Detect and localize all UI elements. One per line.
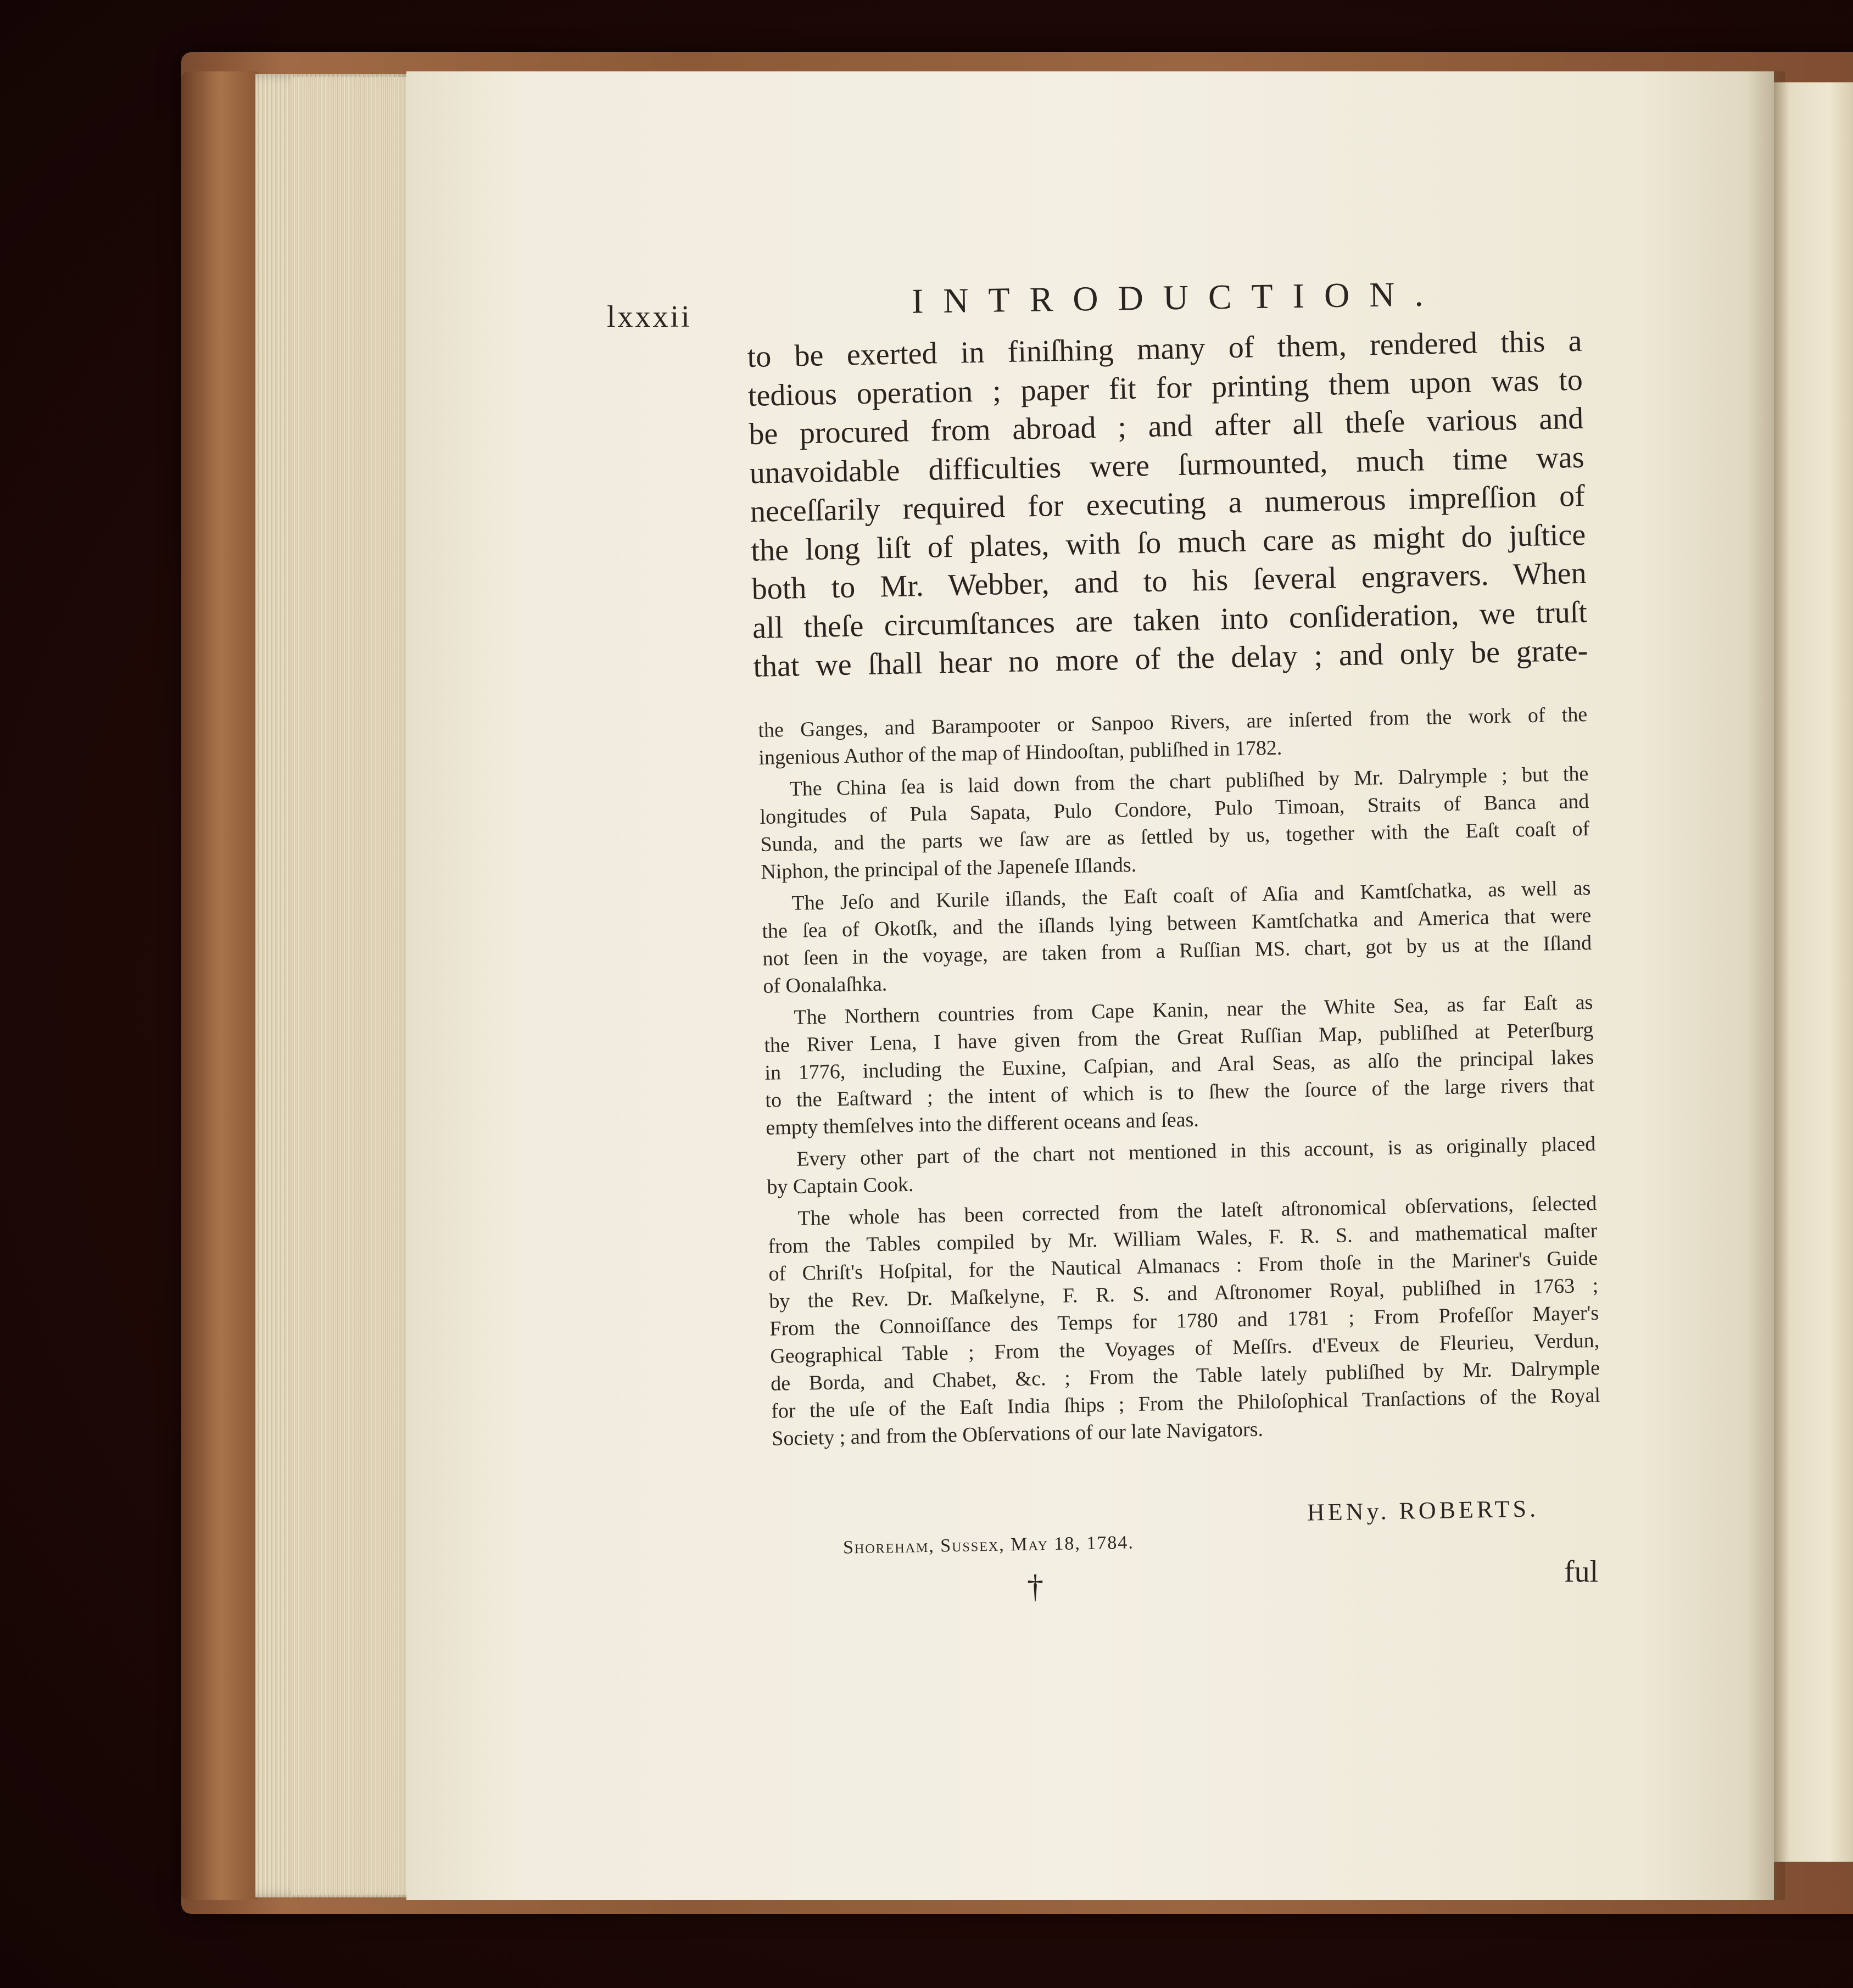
facing-page-edge <box>1774 82 1853 1862</box>
footnote-line: Every other part of the chart not mentioned in this account, is as originally placed <box>796 1132 1596 1171</box>
footnote-line: the ſea of Okotſk, and the iſlands lying between Kamtſchatka and America that were <box>762 903 1592 943</box>
main-text <box>747 322 1588 686</box>
footnote-line: ingenious Author of the map of Hindooſtan, publiſhed in 1782. <box>758 736 1282 769</box>
main-text-line: be procured from abroad ; and after all theſe various and <box>748 401 1584 451</box>
author-signature: HENy. ROBERTS. <box>1307 1495 1539 1526</box>
footnote-line: by Captain Cook. <box>767 1172 914 1199</box>
footnote-line: in 1776, including the Euxine, Caſpian, and Aral Seas, as alſo the principal lakes <box>764 1045 1594 1085</box>
footnote-line: to the Eaſtward ; the intent of which is to ſhew the ſource of the large rivers that <box>765 1073 1595 1112</box>
footnote-paragraph <box>767 1190 1601 1453</box>
footnote-line: not ſeen in the voyage, are taken from a Ruſſian MS. chart, got by us at the Iſland <box>762 931 1592 970</box>
binding-edge <box>181 71 258 1900</box>
page-number: lxxxii <box>607 300 692 334</box>
footnote-line: The Northern countries from Cape Kanin, near the White Sea, as far Eaſt as <box>794 990 1593 1029</box>
footnote-line: Society ; and from the Obſervations of our late Navigators. <box>771 1417 1264 1450</box>
signature-mark: † <box>1027 1568 1043 1605</box>
footnote-paragraph <box>759 760 1590 886</box>
main-text-line: unavoidable difficulties were ſurmounted, much time was <box>749 440 1585 490</box>
page-stack-inner <box>291 77 406 1895</box>
footnote-paragraph <box>763 989 1595 1142</box>
footnote-line: The China ſea is laid down from the chart publiſhed by Mr. Dalrymple ; but the <box>789 762 1589 801</box>
main-text-line: both to Mr. Webber, and to his ſeveral engravers. When <box>751 556 1587 606</box>
main-text-line: tedious operation ; paper fit for printing them upon was to <box>747 362 1583 413</box>
footnote-line: longitudes of Pula Sapata, Pulo Condore, Pulo Timoan, Straits of Banca and <box>760 789 1589 829</box>
footnote-line: the Ganges, and Barampooter or Sanpoo Rivers, are inſerted from the work of the <box>758 703 1588 742</box>
footnote-line: by the Rev. Dr. Maſkelyne, F. R. S. and Aſtronomer Royal, publiſhed in 1763 ; <box>769 1274 1599 1313</box>
footnote-line: From the Connoiſſance des Temps for 1780 and 1781 ; From Profeſſor Mayer's <box>769 1301 1599 1341</box>
main-text-line: neceſſarily required for executing a numerous impreſſion of <box>750 478 1586 529</box>
footnote-line: of Oonalaſhka. <box>763 972 888 998</box>
footnote-line: Sunda, and the parts we ſaw are as ſettled by us, together with the Eaſt coaſt of <box>760 817 1590 856</box>
catchword: ful <box>1564 1555 1599 1589</box>
main-text-line: to be exerted in finiſhing many of them, rendered this a <box>747 323 1582 374</box>
footnote-paragraph <box>761 874 1593 1000</box>
footnote-line: for the uſe of the Eaſt India ſhips ; From the Philoſophical Tranſactions of the Royal <box>771 1383 1601 1423</box>
dateline: Shoreham, Sussex, May 18, 1784. <box>842 1532 1135 1558</box>
footnote-line: of Chriſt's Hoſpital, for the Nautical Almanacs : From thoſe in the Mariner's Guide <box>768 1246 1598 1286</box>
main-text-line: that we ſhall hear no more of the delay ; and only be grate- <box>752 633 1588 684</box>
footnote-paragraph <box>766 1130 1597 1201</box>
footnotes <box>758 701 1601 1457</box>
footnote-line: The Jeſo and Kurile iſlands, the Eaſt coaſt of Aſia and Kamtſchatka, as well as <box>791 876 1591 915</box>
footnote-line: the River Lena, I have given from the Great Ruſſian Map, publiſhed at Peterſburg <box>764 1018 1594 1057</box>
main-text-line: the long liſt of plates, with ſo much care as might do juſtice <box>750 517 1586 568</box>
footnote-line: Geographical Table ; From the Voyages of Meſſrs. d'Eveux de Fleurieu, Verdun, <box>769 1328 1600 1368</box>
footnote-line: from the Tables compiled by Mr. William Wales, F. R. S. and mathematical maſter <box>768 1219 1598 1258</box>
running-head: INTRODUCTION. <box>911 274 1443 321</box>
footnote-line: empty themſelves into the different oceans and ſeas. <box>765 1108 1199 1140</box>
footnote-line: The whole has been corrected from the lateſt aſtronomical obſervations, ſelected <box>797 1191 1597 1230</box>
footnote-line: Niphon, the principal of the Japeneſe Iſlands. <box>761 853 1137 884</box>
main-text-line: all theſe circumſtances are taken into conſideration, we truſt <box>752 595 1588 645</box>
footnote-line: de Borda, and Chabet, &c. ; From the Table lately publiſhed by Mr. Dalrymple <box>770 1356 1600 1395</box>
